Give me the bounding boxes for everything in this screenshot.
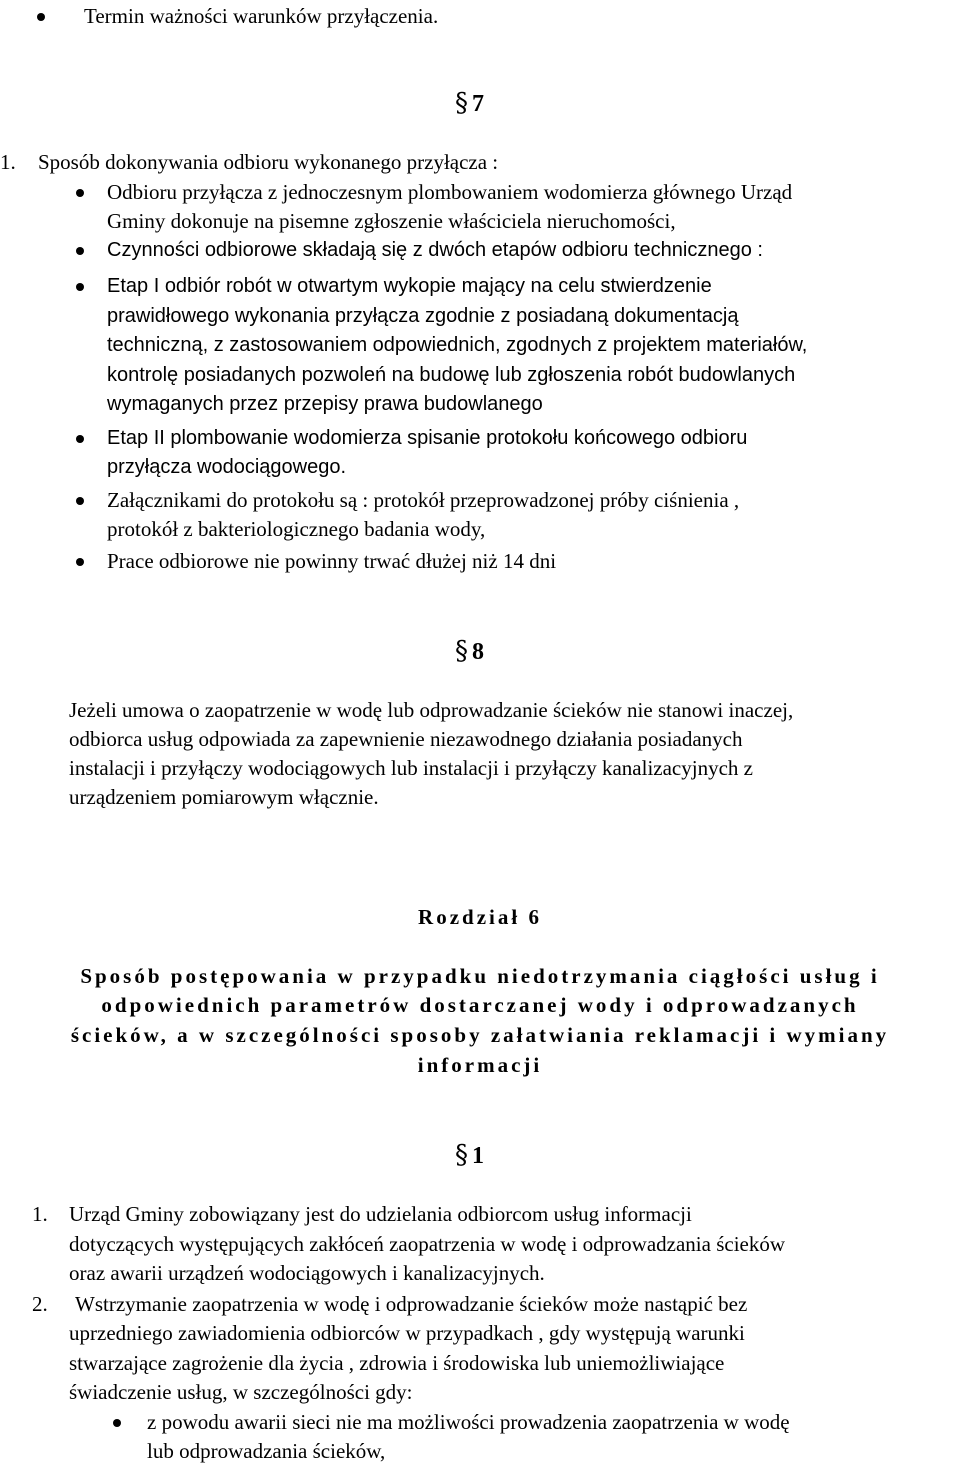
bullet-icon bbox=[76, 189, 84, 197]
text-line: przyłącza wodociągowego. bbox=[107, 456, 347, 478]
text-line: Gminy dokonuje na pisemne zgłoszenie właściciela nieruchomości, bbox=[107, 209, 676, 233]
section-sign: § bbox=[455, 1140, 468, 1170]
text-line: świadczenie usług, w szczególności gdy: bbox=[69, 1380, 413, 1404]
list-number: 1. bbox=[0, 150, 16, 174]
text-line: Prace odbiorowe nie powinny trwać dłużej niż 14 dni bbox=[107, 549, 557, 573]
list-number: 1. bbox=[32, 1202, 48, 1226]
text-line: Termin ważności warunków przyłączenia. bbox=[84, 4, 439, 28]
text-line: oraz awarii urządzeń wodociągowych i kanalizacyjnych. bbox=[69, 1261, 545, 1285]
chapter-subtitle-line: ścieków, a w szczególności sposoby załatwiania reklamacji i wymiany bbox=[70, 1023, 890, 1047]
chapter-subtitle-line: odpowiednich parametrów dostarczanej wody i odprowadzanych bbox=[101, 993, 859, 1017]
text-line: protokół z bakteriologicznego badania wody, bbox=[107, 517, 486, 541]
list-item-title: Sposób dokonywania odbioru wykonanego przyłącza : bbox=[38, 150, 499, 174]
section-sign: § bbox=[455, 636, 468, 666]
text-line: urządzeniem pomiarowym włącznie. bbox=[69, 785, 379, 809]
section-sign: § bbox=[455, 88, 468, 118]
text-line: Wstrzymanie zaopatrzenia w wodę i odprowadzanie ścieków może nastąpić bez bbox=[75, 1292, 748, 1316]
bullet-icon bbox=[76, 247, 84, 255]
bullet-icon bbox=[76, 558, 84, 566]
text-line: z powodu awarii sieci nie ma możliwości prowadzenia zaopatrzenia w wodę bbox=[147, 1410, 790, 1434]
text-line: wymaganych przez przepisy prawa budowlanego bbox=[107, 393, 543, 415]
chapter-title: Rozdział 6 bbox=[418, 905, 542, 929]
text-line: stwarzające zagrożenie dla życia , zdrowia i środowiska lub uniemożliwiające bbox=[69, 1351, 725, 1375]
text-line: Urząd Gminy zobowiązany jest do udzielania odbiorcom usług informacji bbox=[69, 1202, 692, 1226]
text-line: Etap I odbiór robót w otwartym wykopie mający na celu stwierdzenie bbox=[107, 275, 712, 297]
bullet-icon bbox=[76, 283, 84, 291]
text-line: prawidłowego wykonania przyłącza zgodnie z posiadaną dokumentacją bbox=[107, 305, 739, 327]
text-line: kontrolę posiadanych pozwoleń na budowę lub zgłoszenia robót budowlanych bbox=[107, 364, 796, 386]
text-line: instalacji i przyłączy wodociągowych lub instalacji i przyłączy kanalizacyjnych z bbox=[69, 756, 753, 780]
text-line: lub odprowadzania ścieków, bbox=[147, 1439, 386, 1463]
text-line: Czynności odbiorowe składają się z dwóch etapów odbioru technicznego : bbox=[107, 239, 763, 261]
section-heading-7 bbox=[455, 88, 484, 119]
bullet-icon bbox=[76, 435, 84, 443]
bullet-icon bbox=[37, 13, 45, 21]
text-line: Etap II plombowanie wodomierza spisanie protokołu końcowego odbioru bbox=[107, 427, 748, 449]
section-heading-1 bbox=[455, 1140, 484, 1171]
text-line: uprzedniego zawiadomienia odbiorców w przypadkach , gdy występują warunki bbox=[69, 1321, 745, 1345]
chapter-subtitle-line: informacji bbox=[417, 1053, 543, 1077]
text-line: Jeżeli umowa o zaopatrzenie w wodę lub odprowadzanie ścieków nie stanowi inaczej, bbox=[69, 698, 794, 722]
section-heading-8 bbox=[455, 636, 484, 667]
text-line: dotyczących występujących zakłóceń zaopatrzenia w wodę i odprowadzania ścieków bbox=[69, 1232, 786, 1256]
section-number: 1 bbox=[472, 1143, 484, 1169]
list-number: 2. bbox=[32, 1292, 48, 1316]
chapter-subtitle-line: Sposób postępowania w przypadku niedotrzymania ciągłości usług i bbox=[80, 964, 880, 988]
text-line: techniczną, z zastosowaniem odpowiednich, zgodnych z projektem materiałów, bbox=[107, 334, 808, 356]
text-line: Odbioru przyłącza z jednoczesnym plombowaniem wodomierza głównego Urząd bbox=[107, 180, 793, 204]
bullet-icon bbox=[113, 1419, 121, 1427]
text-line: odbiorca usług odpowiada za zapewnienie niezawodnego działania posiadanych bbox=[69, 727, 743, 751]
text-line: Załącznikami do protokołu są : protokół przeprowadzonej próby ciśnienia , bbox=[107, 488, 740, 512]
section-number: 7 bbox=[472, 91, 484, 117]
section-number: 8 bbox=[472, 639, 484, 665]
bullet-icon bbox=[76, 497, 84, 505]
